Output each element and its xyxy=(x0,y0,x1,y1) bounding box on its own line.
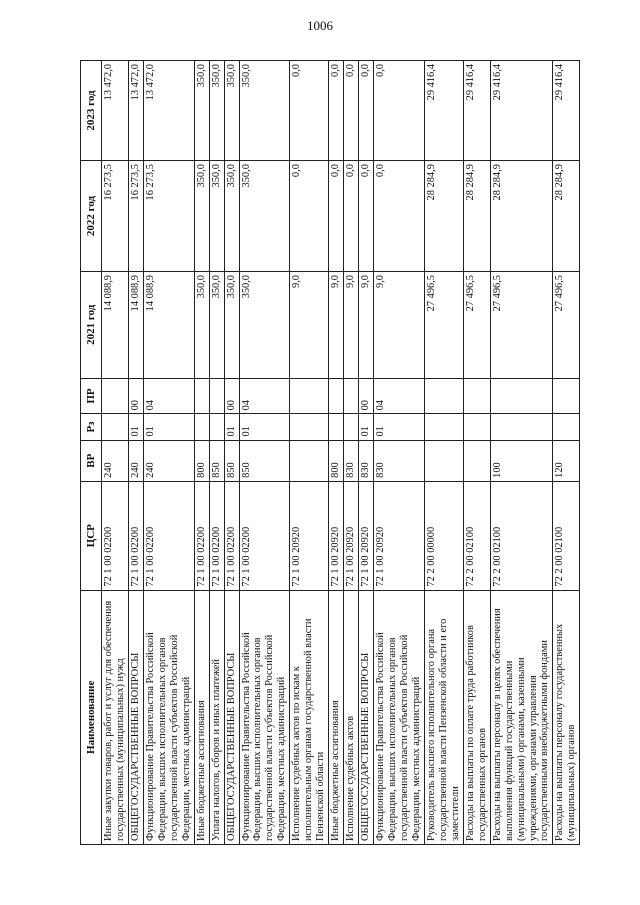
header-csr: ЦСР xyxy=(81,481,102,590)
row-rz xyxy=(424,414,463,440)
row-csr: 72 1 00 20920 xyxy=(329,481,344,590)
row-rz xyxy=(344,414,359,440)
row-2021: 9,0 xyxy=(359,271,374,378)
row-vr xyxy=(424,440,463,481)
row-2021: 350,0 xyxy=(209,271,224,378)
row-2021: 14 088,9 xyxy=(128,271,143,378)
header-2022: 2022 год xyxy=(81,161,102,272)
table-row xyxy=(374,61,425,845)
row-2022: 28 284,9 xyxy=(463,161,490,272)
row-csr: 72 1 00 02200 xyxy=(143,481,194,590)
table-wrapper xyxy=(80,60,578,845)
header-name: Наименование xyxy=(81,590,102,844)
row-name: Исполнение судебных актов xyxy=(344,590,359,844)
row-2022: 350,0 xyxy=(239,161,290,272)
row-name: Расходы на выплаты персоналу в целях обеспечения выполнения функций государственными (муниципальными) органами, казенными учреждениями, органами управления государственными внебюджетными фондами xyxy=(490,590,553,844)
row-csr: 72 1 00 20920 xyxy=(374,481,425,590)
row-csr: 72 1 00 02200 xyxy=(209,481,224,590)
row-csr: 72 1 00 02200 xyxy=(224,481,239,590)
row-2022: 28 284,9 xyxy=(424,161,463,272)
row-vr: 800 xyxy=(194,440,209,481)
row-2021: 14 088,9 xyxy=(143,271,194,378)
row-csr: 72 2 00 02100 xyxy=(490,481,553,590)
row-vr: 850 xyxy=(239,440,290,481)
row-vr: 830 xyxy=(359,440,374,481)
row-2022: 16 273,5 xyxy=(143,161,194,272)
row-csr: 72 1 00 02200 xyxy=(239,481,290,590)
table-header-row xyxy=(81,61,102,845)
row-2023: 350,0 xyxy=(239,61,290,161)
row-vr: 850 xyxy=(224,440,239,481)
row-pr: 04 xyxy=(143,378,194,414)
header-2023: 2023 год xyxy=(81,61,102,161)
table-row xyxy=(102,61,129,845)
header-2021: 2021 год xyxy=(81,271,102,378)
row-2023: 0,0 xyxy=(290,61,329,161)
table-row xyxy=(424,61,463,845)
row-2022: 0,0 xyxy=(344,161,359,272)
row-rz xyxy=(290,414,329,440)
row-pr: 04 xyxy=(374,378,425,414)
row-2023: 0,0 xyxy=(329,61,344,161)
row-rz: 01 xyxy=(143,414,194,440)
table-row xyxy=(329,61,344,845)
row-vr xyxy=(290,440,329,481)
row-vr: 830 xyxy=(374,440,425,481)
row-2023: 29 416,4 xyxy=(424,61,463,161)
table-row xyxy=(463,61,490,845)
row-vr: 100 xyxy=(490,440,553,481)
row-2021: 27 496,5 xyxy=(424,271,463,378)
row-pr xyxy=(102,378,129,414)
row-2022: 0,0 xyxy=(329,161,344,272)
row-name: Иные закупки товаров, работ и услуг для обеспечения государственных (муниципальных) нужд xyxy=(102,590,129,844)
row-2023: 350,0 xyxy=(209,61,224,161)
row-pr xyxy=(344,378,359,414)
row-2023: 350,0 xyxy=(194,61,209,161)
budget-table xyxy=(80,60,580,845)
row-rz xyxy=(490,414,553,440)
row-vr: 120 xyxy=(553,440,580,481)
row-2022: 0,0 xyxy=(374,161,425,272)
row-name: Иные бюджетные ассигнования xyxy=(329,590,344,844)
row-name: Иные бюджетные ассигнования xyxy=(194,590,209,844)
row-2022: 350,0 xyxy=(194,161,209,272)
row-2021: 9,0 xyxy=(290,271,329,378)
row-rz xyxy=(194,414,209,440)
row-2022: 28 284,9 xyxy=(490,161,553,272)
row-csr: 72 2 00 02100 xyxy=(463,481,490,590)
row-rz: 01 xyxy=(374,414,425,440)
table-row xyxy=(194,61,209,845)
row-2021: 27 496,5 xyxy=(463,271,490,378)
row-2022: 0,0 xyxy=(359,161,374,272)
row-2022: 16 273,5 xyxy=(102,161,129,272)
row-pr xyxy=(553,378,580,414)
row-2022: 0,0 xyxy=(290,161,329,272)
table-row xyxy=(344,61,359,845)
row-2023: 0,0 xyxy=(374,61,425,161)
row-vr: 850 xyxy=(209,440,224,481)
row-name: Уплата налогов, сборов и иных платежей xyxy=(209,590,224,844)
header-rz: Рз xyxy=(81,414,102,440)
row-name: Расходы на выплаты по оплате труда работников государственных органов xyxy=(463,590,490,844)
row-name: ОБЩЕГОСУДАРСТВЕННЫЕ ВОПРОСЫ xyxy=(128,590,143,844)
row-pr xyxy=(209,378,224,414)
row-vr: 800 xyxy=(329,440,344,481)
row-2021: 27 496,5 xyxy=(490,271,553,378)
row-csr: 72 1 00 02200 xyxy=(102,481,129,590)
row-2021: 9,0 xyxy=(329,271,344,378)
row-pr xyxy=(490,378,553,414)
row-csr: 72 1 00 02200 xyxy=(128,481,143,590)
row-pr xyxy=(194,378,209,414)
table-row xyxy=(359,61,374,845)
row-csr: 72 1 00 02200 xyxy=(194,481,209,590)
row-rz xyxy=(329,414,344,440)
header-pr: ПР xyxy=(81,378,102,414)
row-rz xyxy=(463,414,490,440)
page-number: 1006 xyxy=(307,18,333,33)
row-2022: 350,0 xyxy=(209,161,224,272)
row-vr: 240 xyxy=(102,440,129,481)
row-pr xyxy=(463,378,490,414)
row-name: Руководитель высшего исполнительного органа государственной власти Пензенской области и его заместители xyxy=(424,590,463,844)
row-pr xyxy=(424,378,463,414)
table-row xyxy=(490,61,553,845)
row-name: Функционирование Правительства Российской Федерации, высших исполнительных органов государственной власти субъектов Российской Федерации, местных администраций xyxy=(143,590,194,844)
row-2023: 0,0 xyxy=(344,61,359,161)
row-vr: 830 xyxy=(344,440,359,481)
row-name: Расходы на выплаты персоналу государственных (муниципальных) органов xyxy=(553,590,580,844)
row-2021: 9,0 xyxy=(374,271,425,378)
row-name: Функционирование Правительства Российской Федерации, высших исполнительных органов государственной власти субъектов Российской Федерации, местных администраций xyxy=(239,590,290,844)
row-name: Исполнение судебных актов по искам к исполнительным органам государственной власти Пензенской области xyxy=(290,590,329,844)
row-2022: 28 284,9 xyxy=(553,161,580,272)
row-rz: 01 xyxy=(224,414,239,440)
row-csr: 72 1 00 20920 xyxy=(359,481,374,590)
table-row xyxy=(128,61,143,845)
row-2022: 350,0 xyxy=(224,161,239,272)
row-2021: 350,0 xyxy=(239,271,290,378)
row-2021: 27 496,5 xyxy=(553,271,580,378)
row-pr: 00 xyxy=(359,378,374,414)
row-vr xyxy=(463,440,490,481)
row-2023: 350,0 xyxy=(224,61,239,161)
table-row xyxy=(209,61,224,845)
row-2023: 0,0 xyxy=(359,61,374,161)
row-csr: 72 2 00 00000 xyxy=(424,481,463,590)
row-2021: 350,0 xyxy=(224,271,239,378)
row-2021: 350,0 xyxy=(194,271,209,378)
row-2021: 14 088,9 xyxy=(102,271,129,378)
table-row xyxy=(143,61,194,845)
table-row xyxy=(290,61,329,845)
row-pr: 04 xyxy=(239,378,290,414)
row-2022: 16 273,5 xyxy=(128,161,143,272)
table-row xyxy=(553,61,580,845)
row-csr: 72 1 00 20920 xyxy=(344,481,359,590)
row-2023: 13 472,0 xyxy=(128,61,143,161)
row-vr: 240 xyxy=(143,440,194,481)
row-pr xyxy=(290,378,329,414)
row-name: ОБЩЕГОСУДАРСТВЕННЫЕ ВОПРОСЫ xyxy=(359,590,374,844)
row-2023: 29 416,4 xyxy=(490,61,553,161)
row-name: Функционирование Правительства Российской Федерации, высших исполнительных органов государственной власти субъектов Российской Федерации, местных администраций xyxy=(374,590,425,844)
table-row xyxy=(239,61,290,845)
row-rz xyxy=(553,414,580,440)
header-vr: ВР xyxy=(81,440,102,481)
row-csr: 72 1 00 20920 xyxy=(290,481,329,590)
row-pr: 00 xyxy=(224,378,239,414)
rotated-table-container xyxy=(80,60,578,845)
row-2021: 9,0 xyxy=(344,271,359,378)
row-2023: 13 472,0 xyxy=(143,61,194,161)
row-pr: 00 xyxy=(128,378,143,414)
row-pr xyxy=(329,378,344,414)
row-2023: 13 472,0 xyxy=(102,61,129,161)
row-rz: 01 xyxy=(128,414,143,440)
row-vr: 240 xyxy=(128,440,143,481)
row-csr: 72 2 00 02100 xyxy=(553,481,580,590)
row-rz: 01 xyxy=(359,414,374,440)
table-row xyxy=(224,61,239,845)
row-rz xyxy=(102,414,129,440)
row-rz xyxy=(209,414,224,440)
row-rz: 01 xyxy=(239,414,290,440)
row-2023: 29 416,4 xyxy=(463,61,490,161)
row-name: ОБЩЕГОСУДАРСТВЕННЫЕ ВОПРОСЫ xyxy=(224,590,239,844)
row-2023: 29 416,4 xyxy=(553,61,580,161)
